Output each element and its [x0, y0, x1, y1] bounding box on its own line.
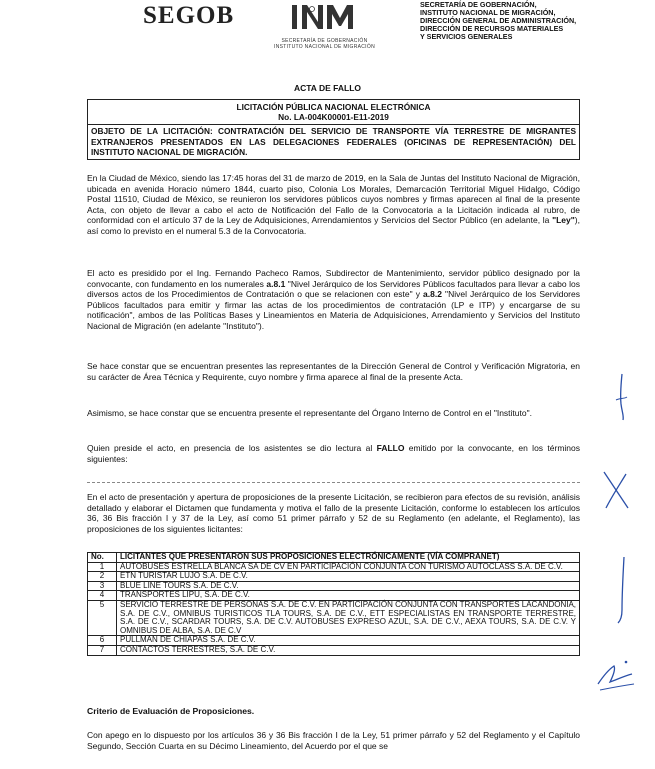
inst-line: DIRECCIÓN DE RECURSOS MATERIALES [420, 24, 564, 33]
p1-text-c: ), así como lo previsto en el numeral 5.3 de la Convocatoria. [87, 215, 580, 236]
institution-header [420, 1, 620, 41]
p1-ley: "Ley" [552, 215, 575, 226]
row-no: 5 [88, 600, 117, 635]
inm-caption-line-1: SECRETARÍA DE GOBERNACIÓN [281, 38, 368, 44]
inm-logo-caption [262, 38, 387, 50]
table-row [88, 636, 580, 646]
criterio-heading: Criterio de Evaluación de Proposiciones. [87, 706, 255, 716]
paragraph-4: Asimismo, se hace constar que se encuentra presente el representante del Órgano Interno de Control en el "Instituto". [87, 408, 532, 418]
licitacion-box [87, 99, 580, 124]
signature-mark-icon [592, 648, 638, 694]
inst-line: INSTITUTO NACIONAL DE MIGRACIÓN, [420, 8, 556, 17]
row-licitante: ETN TURISTAR LUJO S.A. DE C.V. [117, 572, 580, 582]
paragraph-3: Se hace constar que se encuentran presentes las representantes de la Dirección General de Control y Verificación Migratoria, en su carácter de Área Técnica y Requirente, cuyo nombre y firma aparece al final de la presente Acta. [87, 361, 580, 382]
p5-text-a: Quien preside el acto, en presencia de los asistentes se dio lectura al [87, 443, 377, 453]
table-row [88, 572, 580, 582]
licitacion-number: No. LA-004K00001-E11-2019 [278, 112, 389, 122]
row-no: 6 [88, 636, 117, 646]
signature-mark-icon [612, 555, 632, 625]
paragraph-6: En el acto de presentación y apertura de proposiciones de la presente Licitación, se recibieron para efectos de su revisión, análisis detallado y elaborar el Dictamen que fundamenta y motiva el fallo de la presente Licitación, conforme lo establecen los artículos 36, 36 Bis fracción I y 37 de la Ley, así como 51 primer párrafo y 52 de su Reglamento (en adelante, el Reglamento), las proposiciones de los siguientes licitantes: [87, 492, 580, 534]
row-licitante: AUTOBUSES ESTRELLA BLANCA SA DE CV EN PARTICIPACIÓN CONJUNTA CON TURISMO AUTOCLASS S.A. DE C.V. [117, 562, 580, 572]
licitacion-type: LICITACIÓN PÚBLICA NACIONAL ELECTRÓNICA [236, 102, 431, 112]
row-no: 2 [88, 572, 117, 582]
row-licitante: SERVICIO TERRESTRE DE PERSONAS S.A. DE C.V. EN PARTICIPACIÓN CONJUNTA CON TRANSPORTES LACANDONIA, S.A. DE C.V., OMNIBUS TURISTICOS TLA TOURS, S.A. DE C.V., ETT ESPECIALISTAS EN TRANSPORTE TERRESTRE, S.A. DE C.V., SCARDAR TOURS, S.A. DE C.V. AUTOBUSES EXPRESO AZUL, S.A. DE C.V., AEXA TOURS, S.A. DE C.V. Y OMNIBUS DE ALBA, S.A. DE C.V [117, 600, 580, 635]
p2-text-c: "Nivel Jerárquico de los Servidores Públicos facultados para llevar a cabo los diversos actos de los Procedimientos de Contratación o que se relacionen con este" y [87, 278, 580, 300]
paragraph-2 [87, 268, 580, 332]
row-no: 7 [88, 645, 117, 655]
p2-text-e: "Nivel Jerárquico de los Servidores Públicos facultados para emitir y firmar las actas de los procedimientos de contratación (LP e ITP) y encargarse de su notificación", ambos de las Políticas Bases y Lineamientos en Materia de Adquisiciones, Arrendamiento y Servicios del Instituto Nacional de Migración (en adelante "Instituto"). [87, 289, 580, 331]
table-header-row [88, 553, 580, 563]
inm-logo-icon [290, 2, 358, 32]
signature-mark-icon [600, 468, 632, 512]
licitantes-table [87, 552, 580, 656]
inst-line: SECRETARÍA DE GOBERNACIÓN, [420, 0, 537, 9]
row-no: 1 [88, 562, 117, 572]
inm-caption-line-2: INSTITUTO NACIONAL DE MIGRACIÓN [274, 44, 375, 50]
segob-logo: SEGOB [143, 2, 235, 29]
row-licitante: BLUE LINE TOURS S.A. DE C.V. [117, 581, 580, 591]
p5-text-c: emitido por la convocante, en los términos siguientes: [87, 443, 580, 464]
row-no: 4 [88, 591, 117, 601]
row-licitante: TRANSPORTES LIPU, S.A. DE C.V. [117, 591, 580, 601]
paragraph-7: Con apego en lo dispuesto por los artículos 36 y 36 Bis fracción I de la Ley, 51 primer párrafo y 52 del Reglamento y el Capítulo Segundo, Sección Cuarta en su Décimo Lineamiento, del Acuerdo por el que se [87, 730, 580, 751]
p2-text-a: El acto es presidido por el Ing. Fernando Pacheco Ramos, Subdirector de Mantenimiento, servidor público designado por la convocante, con fundamento en los numerales [87, 268, 580, 289]
document-title: ACTA DE FALLO [293, 83, 362, 93]
row-licitante: CONTACTOS TERRESTRES, S.A. DE C.V. [117, 645, 580, 655]
paragraph-1 [87, 173, 580, 237]
inst-line: DIRECCIÓN GENERAL DE ADMINISTRACIÓN, [420, 16, 577, 25]
col-no-header: No. [88, 553, 117, 563]
p5-fallo: FALLO [376, 443, 405, 453]
signature-mark-icon [612, 372, 632, 422]
objeto-box: OBJETO DE LA LICITACIÓN: CONTRATACIÓN DEL SERVICIO DE TRANSPORTE VÍA TERRESTRE DE MIGRANTES EXTRANJEROS PRESENTADOS EN LAS DELEGACIONES FEDERALES (OFICINAS DE REPRESENTACIÓN) DEL INSTITUTO NACIONAL DE MIGRACIÓN. [87, 124, 580, 160]
row-licitante: PULLMAN DE CHIAPAS S.A. DE C.V. [117, 636, 580, 646]
table-row [88, 645, 580, 655]
page-divider [87, 482, 580, 483]
p2-ref-a81: a.8.1 [266, 278, 286, 289]
col-licitantes-header: LICITANTES QUE PRESENTARON SUS PROPOSICIONES ELECTRÓNICAMENTE (VÍA COMPRANET) [117, 553, 580, 563]
paragraph-5 [87, 443, 580, 464]
table-row [88, 600, 580, 635]
inst-line: Y SERVICIOS GENERALES [420, 32, 513, 41]
row-no: 3 [88, 581, 117, 591]
p1-text-a: En la Ciudad de México, siendo las 17:45 horas del 31 de marzo de 2019, en la Sala de Juntas del Instituto Nacional de Migración, ubicada en avenida Horacio número 1844, cuarto piso, Colonia Los Morales, Demarcación Territorial Miguel Hidalgo, Código Postal 11510, Ciudad de México, se reunieron los servidores públicos cuyos nombres y firmas aparecen al final de la presente Acta, con objeto de llevar a cabo el acto de Notificación del Fallo de la Convocatoria a la Licitación indicada al rubro, de conformidad con el artículo 37 de la Ley de Adquisiciones, Arrendamientos y Servicios del Sector Público (en adelante, la [87, 173, 580, 226]
p2-ref-a82: a.8.2 [423, 289, 442, 300]
